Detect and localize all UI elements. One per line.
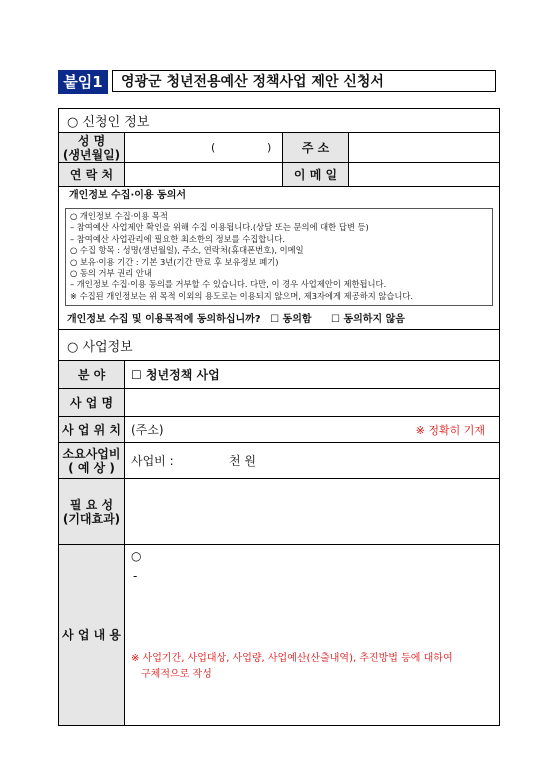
- location-label: 사 업 위 치: [59, 417, 125, 442]
- content-bullet: ○: [131, 549, 142, 563]
- consent-line: ○ 보유·이용 기간 : 기본 3년(기간 만료 후 보유정보 폐기): [70, 256, 279, 267]
- name-label: [59, 133, 125, 162]
- budget-label: [59, 443, 125, 478]
- address-input[interactable]: [349, 133, 499, 162]
- content-dash: -: [133, 569, 138, 583]
- applicant-section-row: [59, 109, 499, 133]
- necessity-row: [59, 479, 499, 545]
- consent-question-line: [59, 310, 499, 329]
- consent-body-row: [59, 204, 499, 310]
- consent-line: ○ 개인정보 수집·이용 목적: [70, 211, 168, 221]
- location-placeholder: (주소): [131, 423, 164, 437]
- budget-label-sub: ( 예 상 ): [68, 460, 115, 475]
- location-note: ※ 정확히 기재: [415, 423, 485, 437]
- budget-prefix: 사업비 :: [131, 454, 174, 468]
- business-section-row: [59, 330, 499, 361]
- consent-line: ※ 수집된 개인정보는 위 목적 이외의 용도로는 이용되지 않으며, 제3자에게 제공하지 않습니다.: [70, 290, 414, 301]
- budget-label-main: 소요사업비: [62, 446, 121, 461]
- consent-question-row: [59, 310, 499, 330]
- content-label: 사 업 내 용: [59, 545, 125, 725]
- consent-text-box: [65, 208, 493, 306]
- business-name-input[interactable]: [125, 389, 499, 416]
- necessity-input[interactable]: [125, 479, 499, 544]
- field-checkbox[interactable]: ☐ 청년정책 사업: [131, 368, 220, 382]
- consent-line: – 참여예산 사업관리에 필요한 최소한의 정보를 수집합니다.: [70, 233, 285, 244]
- necessity-label-main: 필 요 성: [69, 497, 114, 512]
- location-row: [59, 417, 499, 443]
- location-input[interactable]: [125, 417, 499, 442]
- email-label: 이 메 일: [283, 163, 349, 186]
- consent-title-row: [59, 187, 499, 204]
- consent-line: – 참여예산 사업제안 확인을 위해 수집 이용됩니다.(상담 또는 문의에 대한 답변 등): [70, 222, 369, 233]
- disagree-checkbox[interactable]: ☐ 동의하지 않음: [331, 314, 405, 325]
- budget-input[interactable]: [125, 443, 499, 478]
- field-row: [59, 361, 499, 389]
- field-label: 분 야: [59, 361, 125, 388]
- document-title: 영광군 청년전용예산 정책사업 제안 신청서: [112, 70, 496, 92]
- business-name-label: 사 업 명: [59, 389, 125, 416]
- consent-line: ○ 동의 거부 권리 안내: [70, 268, 152, 279]
- address-label: 주 소: [283, 133, 349, 162]
- name-label-main: 성 명: [77, 133, 106, 148]
- agree-checkbox[interactable]: ☐ 동의함: [270, 314, 312, 325]
- business-section-title: ○ 사업정보: [67, 339, 133, 355]
- application-form: [58, 108, 500, 726]
- contact-row: [59, 163, 499, 187]
- consent-title: 개인정보 수집·이용 동의서: [69, 190, 187, 201]
- business-name-row: [59, 389, 499, 417]
- necessity-label-sub: (기대효과): [62, 511, 121, 526]
- consent-question: 개인정보 수집 및 이용목적에 동의하십니까?: [67, 314, 261, 325]
- content-input[interactable]: [125, 545, 499, 725]
- name-row: [59, 133, 499, 163]
- name-label-sub: (생년월일): [62, 147, 121, 162]
- consent-line: ○ 수집 항목 : 성명(생년월일), 주소, 연락처(휴대폰번호), 이메일: [70, 245, 304, 256]
- email-input[interactable]: [349, 163, 499, 186]
- budget-unit: 천 원: [229, 454, 256, 468]
- document-header: [58, 70, 498, 94]
- birth-paren-open: (: [211, 141, 216, 154]
- birth-paren-close: ): [267, 141, 272, 154]
- consent-line: – 개인정보 수집·이용 동의를 거부할 수 있습니다. 다만, 이 경우 사업제안이 제한됩니다.: [70, 279, 387, 290]
- contact-label: 연 락 처: [59, 163, 125, 186]
- necessity-label: [59, 479, 125, 544]
- contact-input[interactable]: [125, 163, 283, 186]
- applicant-section-title: ○ 신청인 정보: [67, 115, 150, 130]
- content-row: [59, 545, 499, 725]
- budget-row: [59, 443, 499, 479]
- content-note-2: 구체적으로 작성: [141, 669, 212, 680]
- attachment-badge: 붙임1: [58, 70, 108, 94]
- name-input[interactable]: [125, 133, 283, 162]
- content-note-1: ※ 사업기간, 사업대상, 사업량, 사업예산(산출내역), 추진방법 등에 대하여: [131, 653, 453, 664]
